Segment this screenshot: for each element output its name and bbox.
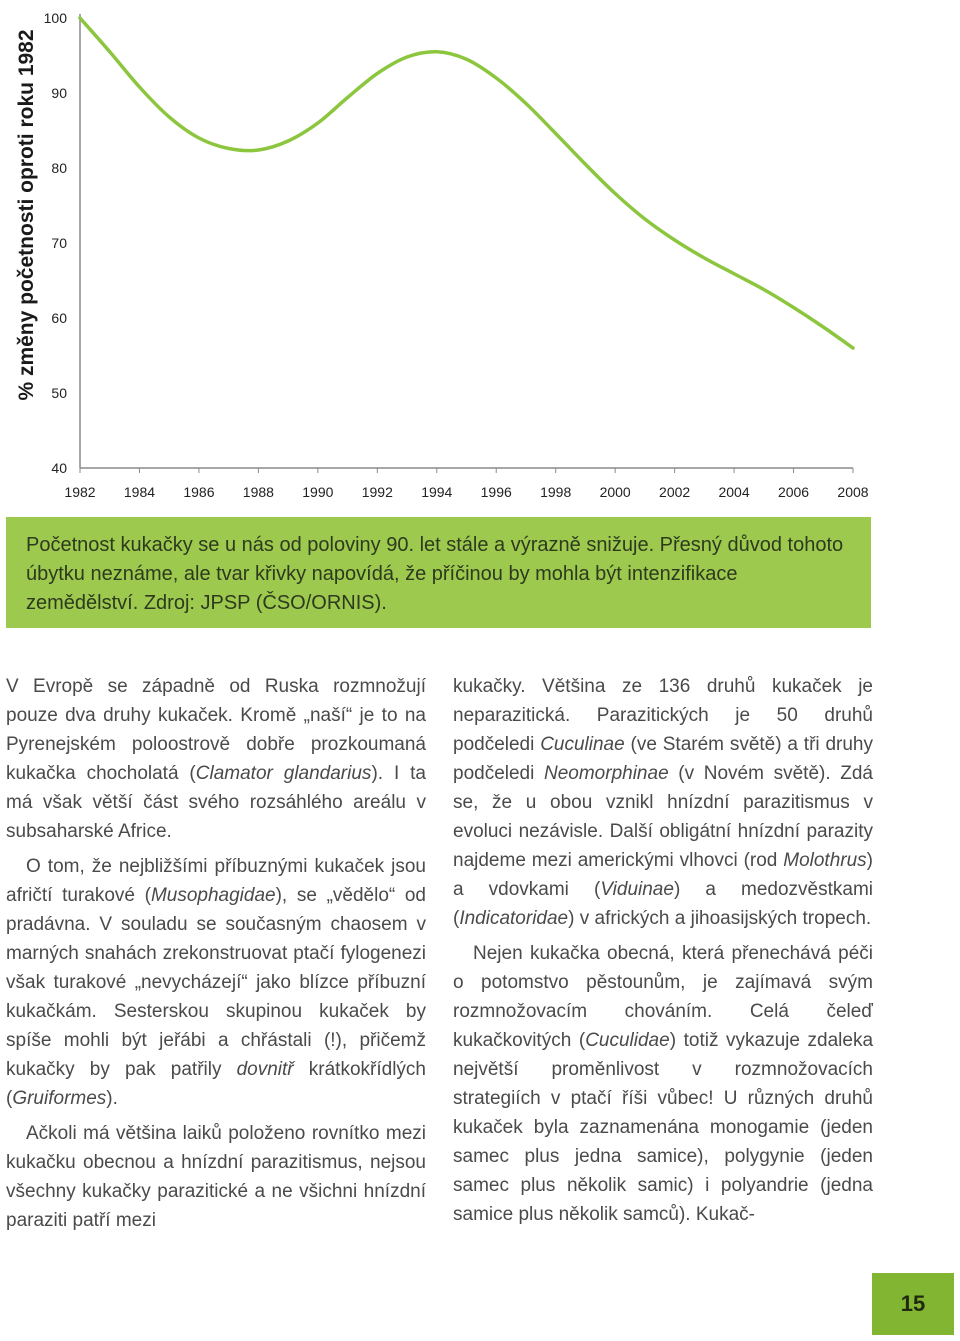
page-number-text: 15 <box>900 1291 926 1316</box>
x-tick-label: 2002 <box>659 484 691 500</box>
latin-name: Indicatoridae <box>459 908 569 929</box>
x-tick-label: 1994 <box>421 484 453 500</box>
text-run: ) a medozvěstkami ( <box>453 879 873 929</box>
text-run: O tom, že nejbližšími příbuznými kukaček jsou afričtí turakové ( <box>6 856 426 906</box>
latin-name: Clamator glandarius <box>195 763 372 784</box>
paragraph <box>453 939 873 1229</box>
text-run: ) v afrických a jihoasijských tropech. <box>568 908 872 929</box>
paragraph <box>6 852 426 1113</box>
latin-name: Musophagidae <box>150 885 276 906</box>
x-tick-label: 1990 <box>302 484 334 500</box>
chart-caption <box>6 517 871 628</box>
y-tick-label: 70 <box>51 235 67 251</box>
text-run: ), se „vědělo“ od pradávna. V souladu se současným chaosem v marných snahách zrekonstruovat ptačí fylogenezi však turakové „nevycházejí“ jako blízce příbuzní kukačkám. Sesterskou skupinou kukaček by spíše mohli být jeřábi a chřástali (!), přičemž kukačky by pak patřily <box>6 885 426 1080</box>
series-line <box>80 18 853 348</box>
paragraph <box>6 1119 426 1235</box>
y-tick-label: 90 <box>51 85 67 101</box>
right-column <box>453 672 873 1229</box>
latin-name: Molothrus <box>783 850 867 871</box>
population-chart <box>0 0 900 510</box>
y-tick-label: 100 <box>43 10 67 26</box>
text-run: (v Novém světě). Zdá se, že u obou vznikl hnízdní parazitismus v evoluci nezávisle. Další obligátní hnízdní parazity najdeme mezi americkými vlhovci (rod <box>453 763 873 871</box>
y-tick-label: 50 <box>51 385 67 401</box>
left-column <box>6 672 426 1235</box>
paragraph <box>6 672 426 846</box>
x-tick-label: 1984 <box>123 484 156 500</box>
x-tick-label: 2004 <box>718 484 750 500</box>
text-run: kukačky. Většina ze 136 druhů kukaček je neparazitická. Parazitických je 50 druhů podčeledi <box>453 676 873 755</box>
text-run: Nejen kukačka obecná, která přenechává péči o potomstvo pěstounům, je zajímavá svým rozmnožovacím chováním. Celá čeleď kukačkovitých ( <box>453 943 873 1051</box>
latin-name: Neomorphinae <box>544 763 669 784</box>
y-ticks <box>44 10 68 476</box>
chart-series <box>80 18 853 348</box>
x-ticks <box>64 468 868 500</box>
page-number <box>872 1273 954 1335</box>
text-run: ). <box>106 1088 118 1109</box>
x-tick-label: 1986 <box>183 484 215 500</box>
x-tick-label: 2008 <box>837 484 869 500</box>
x-tick-label: 1998 <box>540 484 572 500</box>
latin-name: Cuculidae <box>585 1030 670 1051</box>
text-run: ) totiž vykazuje zdaleka největší proměnlivost v rozmnožovacích strategiích v ptačí říši vůbec! U různých druhů kukaček byla zaznamenána monogamie (jeden samec plus jedna samice), polygynie (jeden samec plus několik samic) i polyandrie (jedna samice plus několik samců). Kukač- <box>453 1030 874 1225</box>
latin-name: Cuculinae <box>540 734 625 755</box>
chart-axes <box>80 14 853 468</box>
y-axis-label: % změny početnosti oproti roku 1982 <box>15 29 38 401</box>
x-tick-label: 1992 <box>361 484 393 500</box>
text-run: ). I ta má však větší část svého rozsáhlého areálu v subsaharské Africe. <box>6 763 426 842</box>
y-tick-label: 40 <box>51 460 67 476</box>
latin-name: Gruiformes <box>12 1088 107 1109</box>
text-run: (ve Starém světě) a tři druhy podčeledi <box>453 734 874 784</box>
text-run: ) a vdovkami ( <box>453 850 873 900</box>
text-run: V Evropě se západně od Ruska rozmnožují pouze dva druhy kukaček. Kromě „naší“ je to na Pyrenejském poloostrově dobře prozkoumaná kukačka chocholatá ( <box>6 676 426 784</box>
x-tick-label: 2000 <box>599 484 631 500</box>
text-run: Ačkoli má většina laiků položeno rovnítko mezi kukačku obecnou a hnízdní parazitismus, nejsou všechny kukačky parazitické a ne všichni hnízdní paraziti patří mezi <box>6 1123 426 1231</box>
y-tick-label: 80 <box>51 160 67 176</box>
caption-text: Početnost kukačky se u nás od poloviny 90. let stále a výrazně snižuje. Přesný důvod tohoto úbytku neznáme, ale tvar křivky napovídá, že příčinou by mohla být intenzifikace zemědělství. Zdroj: JPSP (ČSO/ORNIS). <box>26 534 844 614</box>
text-run: krátkokřídlých ( <box>6 1059 426 1109</box>
x-tick-label: 1982 <box>64 484 96 500</box>
y-tick-label: 60 <box>51 310 67 326</box>
x-tick-label: 1996 <box>480 484 512 500</box>
x-tick-label: 1988 <box>242 484 274 500</box>
latin-name: Viduinae <box>600 879 674 900</box>
paragraph <box>453 672 873 933</box>
x-tick-label: 2006 <box>777 484 810 500</box>
emphasis: dovnitř <box>236 1059 294 1080</box>
